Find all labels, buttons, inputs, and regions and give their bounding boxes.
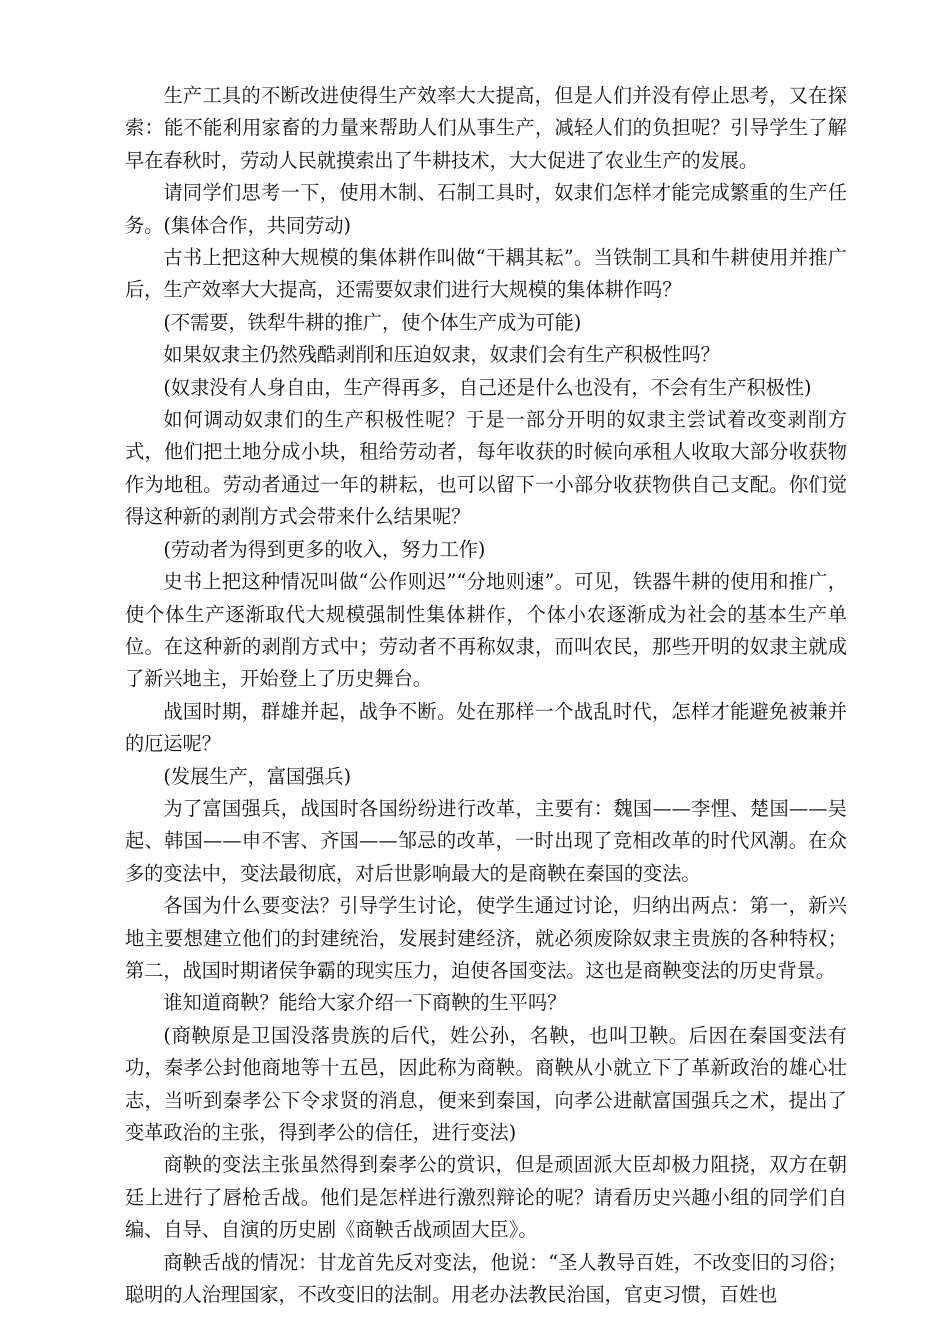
paragraph-9: 史书上把这种情况叫做“公作则迟”“分地则速”。可见，铁器牛耕的使用和推广，使个体生产逐渐取代大规模强制性集体耕作，个体小农逐渐成为社会的基本生产单位。在这种新的剥削方式中；劳动者不再称奴隶，而叫农民，那些开明的奴隶主就成了新兴地主，开始登上了历史舞台。 xyxy=(125,570,847,691)
paragraph-8: (劳动者为得到更多的收入，努力工作) xyxy=(163,537,486,561)
paragraph-14: 谁知道商鞅？能给大家介绍一下商鞅的生平吗？ xyxy=(163,991,567,1015)
paragraph-11: (发展生产，富国强兵) xyxy=(163,764,352,788)
document-body xyxy=(125,80,847,1311)
paragraph-2: 请同学们思考一下，使用木制、石制工具时，奴隶们怎样才能完成繁重的生产任务。(集体合作，共同劳动) xyxy=(125,181,847,237)
paragraph-10: 战国时期，群雄并起，战争不断。处在那样一个战乱时代，怎样才能避免被兼并的厄运呢？ xyxy=(125,699,847,756)
paragraph-13: 各国为什么要变法？引导学生讨论，使学生通过讨论，归纳出两点：第一，新兴地主要想建立他们的封建统治，发展封建经济，就必须废除奴隶主贵族的各种特权；第二，战国时期诸侯争霸的现实压力，迫使各国变法。这也是商鞅变法的历史背景。 xyxy=(125,894,847,982)
paragraph-15: (商鞅原是卫国没落贵族的后代，姓公孙，名鞅，也叫卫鞅。后因在秦国变法有功，秦孝公封他商地等十五邑，因此称为商鞅。商鞅从小就立下了革新政治的雄心壮志，当听到秦孝公下令求贤的消息，便来到秦国，向孝公进献富国强兵之术，提出了变革政治的主张，得到孝公的信任，进行变法) xyxy=(125,1023,847,1144)
paragraph-7: 如何调动奴隶们的生产积极性呢？于是一部分开明的奴隶主尝试着改变剥削方式，他们把土地分成小块，租给劳动者，每年收获的时候向承租人收取大部分收获物作为地租。劳动者通过一年的耕耘，也可以留下一小部分收获物供自己支配。你们觉得这种新的剥削方式会带来什么结果呢？ xyxy=(125,408,847,529)
paragraph-12: 为了富国强兵，战国时各国纷纷进行改革，主要有：魏国——李悝、楚国——吴起、韩国——申不害、齐国——邹忌的改革，一时出现了竞相改革的时代风潮。在众多的变法中，变法最彻底，对后世影响最大的是商鞅在秦国的变法。 xyxy=(125,796,847,885)
paragraph-16: 商鞅的变法主张虽然得到秦孝公的赏识，但是顽固派大臣却极力阻挠，双方在朝廷上进行了唇枪舌战。他们是怎样进行激烈辩论的呢？请看历史兴趣小组的同学们自编、自导、自演的历史剧《商鞅舌战顽固大臣》。 xyxy=(125,1153,847,1242)
paragraph-4: (不需要，铁犁牛耕的推广，使个体生产成为可能) xyxy=(163,310,582,334)
paragraph-1: 生产工具的不断改进使得生产效率大大提高，但是人们并没有停止思考，又在探索：能不能利用家畜的力量来帮助人们从事生产，减轻人们的负担呢？引导学生了解早在春秋时，劳动人民就摸索出了牛耕技术，大大促进了农业生产的发展。 xyxy=(125,84,847,172)
paragraph-3: 古书上把这种大规模的集体耕作叫做“干耦其耘”。当铁制工具和牛耕使用并推广后，生产效率大大提高，还需要奴隶们进行大规模的集体耕作吗？ xyxy=(125,246,847,302)
paragraph-6: (奴隶没有人身自由，生产得再多，自己还是什么也没有，不会有生产积极性) xyxy=(163,375,812,399)
paragraph-17: 商鞅舌战的情况：甘龙首先反对变法，他说：“圣人教导百姓，不改变旧的习俗；聪明的人治理国家，不改变旧的法制。用老办法教民治国，官吏习惯，百姓也 xyxy=(125,1250,847,1307)
paragraph-5: 如果奴隶主仍然残酷剥削和压迫奴隶，奴隶们会有生产积极性吗？ xyxy=(163,343,720,367)
